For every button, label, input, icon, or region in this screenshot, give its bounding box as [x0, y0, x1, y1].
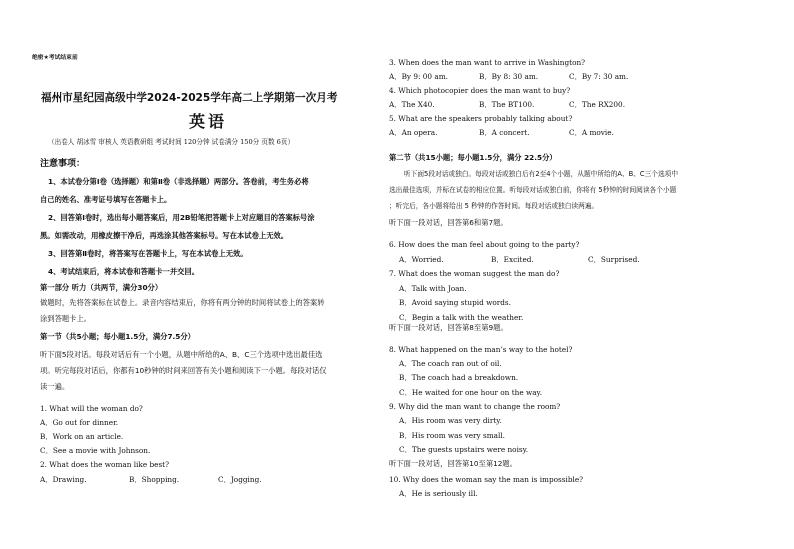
question-6: 6. How does the man feel about going to the party? — [389, 240, 580, 249]
option: C．Jogging. — [218, 475, 262, 484]
option: C．See a movie with Johnson. — [40, 446, 151, 455]
option: A．He is seriously ill. — [399, 489, 478, 498]
notice-item: 4、考试结束后，将本试卷和答题卡一并交回。 — [48, 267, 200, 276]
option: B．Shopping. — [129, 475, 180, 484]
section2-intro: ；听完后，各小题将给出 5 秒钟的作答时间。每段对话或独白读两遍。 — [389, 202, 599, 210]
section1-intro: 听下面5段对话。每段对话后有一个小题，从题中所给的A、B、C三个选项中选出最佳选 — [40, 350, 323, 359]
notice-item: 1、本试卷分第Ⅰ卷（选择题）和第Ⅱ卷（非选择题）两部分。答卷前，考生务必将 — [48, 177, 309, 186]
question-9: 9. Why did the man want to change the room? — [389, 402, 561, 411]
option: A．Worried. — [399, 255, 444, 264]
listen-instruction: 听下面一段对话，回答第8至第9题。 — [389, 323, 508, 332]
option: C．Begin a talk with the weather. — [399, 313, 524, 322]
option: B．His room was very small. — [399, 431, 505, 440]
option: B．Excited. — [491, 255, 534, 264]
section2-intro: 选出最佳选项，并标在试卷的相应位置。听每段对话或独白前，你将有 5秒钟的时间阅读各个小题 — [389, 186, 677, 194]
section1-title: 第一节（共5小题；每小题1.5分，满分7.5分） — [40, 332, 195, 341]
subject-title: 英语 — [189, 112, 228, 131]
exam-meta: （出卷人 胡冰雪 审核人 英语教研组 考试时间 120分钟 试卷满分 150分 页数 6页） — [48, 138, 295, 146]
part1-title: 第一部分 听力（共两节，满分30分） — [40, 283, 163, 292]
part1-intro: 做题时，先将答案标在试卷上。录音内容结束后，你将有两分钟的时间将试卷上的答案转 — [40, 298, 325, 307]
option: A．The X40. — [389, 100, 435, 109]
option: A．An opera. — [389, 128, 438, 137]
option: B．Avoid saying stupid words. — [399, 298, 511, 307]
question-4: 4. Which photocopier does the man want to buy? — [389, 86, 571, 95]
notice-title: 注意事项： — [40, 159, 86, 169]
question-3: 3. When does the man want to arrive in Washington? — [389, 58, 586, 67]
option: A．Talk with Joan. — [399, 284, 467, 293]
listen-instruction: 听下面一段对话，回答第10至第12题。 — [389, 459, 518, 468]
section2-title: 第二节（共15小题；每小题1.5分，满分 22.5分） — [389, 153, 557, 162]
option: C．The RX200. — [569, 100, 626, 109]
option: A．The coach ran out of oil. — [399, 359, 502, 368]
section2-intro: 听下面5段对话或独白。每段对话或独白后有2至4个小题，从题中所给的A、B、C三个选项中 — [404, 170, 679, 178]
notice-item: 黑。如需改动，用橡皮擦干净后，再选涂其他答案标号。写在本试卷上无效。 — [40, 231, 289, 240]
question-8: 8. What happened on the man’s way to the hotel? — [389, 345, 573, 354]
option: B．A concert. — [479, 128, 530, 137]
option: A．By 9: 00 am. — [389, 72, 448, 81]
question-5: 5. What are the speakers probably talking about? — [389, 114, 573, 123]
section1-intro: 读一遍。 — [40, 382, 70, 391]
option: A．His room was very dirty. — [399, 416, 502, 425]
question-1: 1. What will the woman do? — [40, 404, 143, 413]
option: B．The coach had a breakdown. — [399, 373, 519, 382]
option: B．The BT100. — [479, 100, 535, 109]
option: C．A movie. — [569, 128, 614, 137]
part1-intro: 涂到答题卡上。 — [40, 314, 92, 323]
option: C．By 7: 30 am. — [569, 72, 629, 81]
option: C．Surprised. — [588, 255, 640, 264]
listen-instruction: 听下面一段对话，回答第6和第7题。 — [389, 218, 508, 227]
option: B．By 8: 30 am. — [479, 72, 539, 81]
section1-intro: 项。听完每段对话后，你都有10秒钟的时间来回答有关小题和阅读下一小题。每段对话仅 — [40, 366, 327, 375]
option: C．The guests upstairs were noisy. — [399, 445, 529, 454]
option: A．Go out for dinner. — [40, 418, 119, 427]
notice-item: 3、回答第Ⅱ卷时，将答案写在答题卡上，写在本试卷上无效。 — [48, 249, 248, 258]
question-2: 2. What does the woman like best? — [40, 460, 170, 469]
option: C．He waited for one hour on the way. — [399, 388, 543, 397]
school-title: 福州市星纪园高级中学2024-2025学年高二上学期第一次月考 — [41, 92, 338, 104]
question-7: 7. What does the woman suggest the man do? — [389, 269, 560, 278]
option: A．Drawing. — [40, 475, 87, 484]
question-10: 10. Why does the woman say the man is impossible? — [389, 475, 584, 484]
notice-item: 自己的姓名、准考证号填写在答题卡上。 — [40, 195, 172, 204]
notice-item: 2、回答第Ⅰ卷时，选出每小题答案后，用2B铅笔把答题卡上对应题目的答案标号涂 — [48, 213, 315, 222]
option: B．Work on an article. — [40, 432, 124, 441]
secret-label: 绝密★考试结束前 — [32, 55, 78, 61]
